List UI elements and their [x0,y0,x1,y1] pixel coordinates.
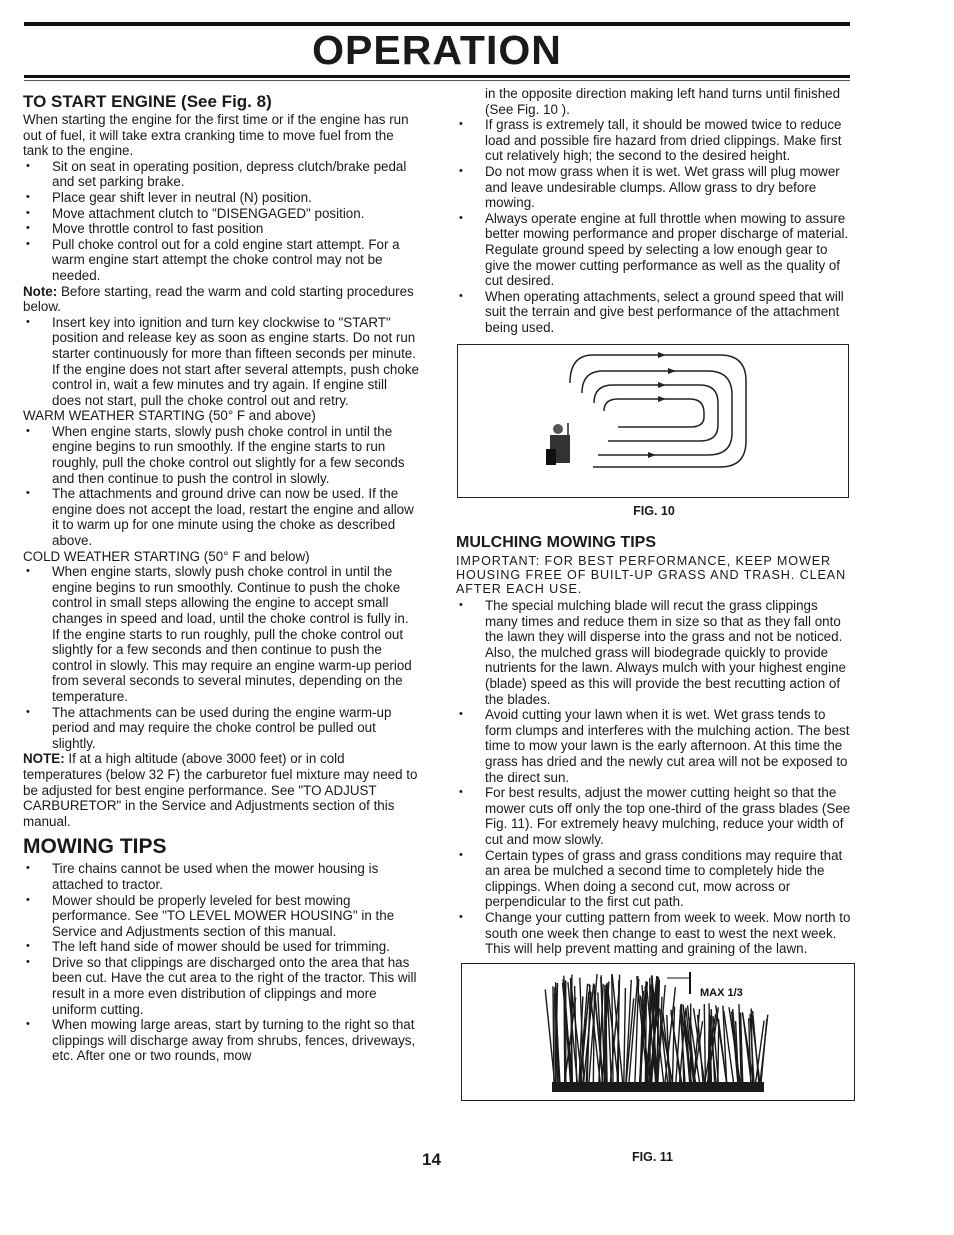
list-item: • Always operate engine at full throttle when mowing to assure better mowing performance and proper discharge of material. Regulate ground speed by selecting a low enough gear to give the mower cutting performance as well as the quality of cut desired. [456,211,852,289]
list-item: • Move attachment clutch to "DISENGAGED" position. [23,206,419,222]
continued-text: in the opposite direction making left hand turns until finished (See Fig. 10 ). [485,86,841,117]
grass-blade [733,1009,739,1084]
list-item: • Tire chains cannot be used when the mower housing is attached to tractor. [23,861,419,892]
grass-blade [729,1007,740,1084]
list-item: • Sit on seat in operating position, depress clutch/brake pedal and set parking brake. [23,159,419,190]
note-paragraph [23,284,419,315]
cold-steps-list [23,564,419,751]
mowing-tips-heading: MOWING TIPS [23,835,167,859]
page-title: OPERATION [312,27,562,73]
list-item: • Move throttle control to fast position [23,221,419,237]
warm-weather-heading: WARM WEATHER STARTING (50° F and above) [23,408,316,424]
mulching-tips-list [456,598,852,957]
list-item: • When engine starts, slowly push choke control in until the engine begins to run smoothly. If the engine starts to run roughly, pull the choke control out slightly for a few seconds and then continue to push the control in slowly. [23,424,419,486]
right-column [456,86,852,1101]
list-item: • Mower should be properly leveled for best mowing performance. See "TO LEVEL MOWER HOUSING" in the Service and Adjustments section of this manual. [23,893,419,940]
start-steps-list [23,159,419,284]
tractor-icon [546,424,570,465]
list-item: • The special mulching blade will recut the grass clippings many times and reduce them in size so that as they fall onto the lawn they will disperse into the grass and not be noticed. Also, the mulched grass will biodegrade quickly to provide nutrients for the lawn. Always mulch with your highest engine (blade) speed as this will provide the best recutting action of the blades. [456,598,852,707]
figure-10-mowing-pattern [457,344,849,498]
figure-11-caption: FIG. 11 [632,1150,673,1164]
list-item: • When mowing large areas, start by turning to the right so that clippings will discharge away from shrubs, fences, driveways, etc. After one or two rounds, mow [23,1017,419,1064]
mulching-heading: MULCHING MOWING TIPS [456,534,656,552]
list-item: • For best results, adjust the mower cutting height so that the mower cuts off only the top one-third of the grass blades (See Fig. 11). For extremely heavy mulching, reduce your width of cut and mow slowly. [456,785,852,847]
list-item: • Pull choke control out for a cold engine start attempt. For a warm engine start attempt the choke control may not be needed. [23,237,419,284]
start-engine-intro: When starting the engine for the first time or if the engine has run out of fuel, it will take extra cranking time to move fuel from the tank to the engine. [23,112,409,159]
left-column [23,92,419,1064]
start-engine-heading: TO START ENGINE (See Fig. 8) [23,92,272,111]
note-text: If at a high altitude (above 3000 feet) or in cold temperatures (below 32 F) the carburetor fuel mixture may need to be adjusted for best engine performance. See "TO ADJUST CARBURETOR" in the Service and Adjustments section of this manual. [23,751,418,829]
list-item: • Change your cutting pattern from week to week. Mow north to south one week then change to east to west the next week. This will help prevent matting and graining of the lawn. [456,910,852,957]
list-item: • Drive so that clippings are discharged onto the area that has been cut. Have the cut area to the right of the tractor. This will result in a more even distribution of clippings and more uniform cutting. [23,955,419,1017]
key-step-list [23,315,419,409]
list-item: • Certain types of grass and grass conditions may require that an area be mulched a second time to completely hide the clippings. When doing a second cut, mow across or perpendicular to the first cut path. [456,848,852,910]
list-item: • If grass is extremely tall, it should be mowed twice to reduce load and possible fire hazard from dried clippings. Make first cut relatively high; the second to the desired height. [456,117,852,164]
note-label: NOTE: [23,751,65,767]
list-item: • Place gear shift lever in neutral (N) position. [23,190,419,206]
list-item: • The attachments can be used during the engine warm-up period and may require the choke control be pulled out slightly. [23,705,419,752]
list-item: • When engine starts, slowly push choke control in until the engine begins to run smoothly. Continue to push the choke control in small steps allowing the engine to accept small changes in speed and load, until the choke control is fully in. If the engine starts to run roughly, pull the choke control out slightly for a few seconds and then continue to push the control in slowly. This may require an engine warm-up period from several seconds to several minutes, depending on the temperature. [23,564,419,704]
list-item: • The attachments and ground drive can now be used. If the engine does not accept the load, restart the engine and allow it to warm up for one minute using the choke as described above. [23,486,419,548]
grass-blade [704,1004,705,1084]
grass-blade [618,980,619,1084]
header-rule-bottom [24,75,850,78]
figure-10-caption: FIG. 10 [633,503,675,518]
grass-blade [624,988,626,1084]
grass-illustration [462,964,854,1100]
note-paragraph-altitude [23,751,419,829]
important-notice: IMPORTANT: FOR BEST PERFORMANCE, KEEP MOWER HOUSING FREE OF BUILT-UP GRASS AND TRASH. CLEAN AFTER EACH USE. [456,554,847,597]
arrowheads [648,352,676,458]
warm-steps-list [23,424,419,549]
list-item: • Do not mow grass when it is wet. Wet grass will plug mower and leave undesirable clumps. Allow grass to dry before mowing. [456,164,852,211]
max-third-label: MAX 1/3 [700,986,743,999]
list-item: • Insert key into ignition and turn key clockwise to "START" position and release key as soon as engine starts. Do not run starter continuously for more than fifteen seconds per minute. If the engine does not start after several attempts, push choke control in, wait a few minutes and try again. If engine still does not start, pull the choke control out and retry. [23,315,419,409]
mowing-pattern-illustration [458,345,848,497]
list-item: • The left hand side of mower should be used for trimming. [23,939,419,955]
note-text: Before starting, read the warm and cold starting procedures below. [23,283,414,315]
mowing-tips-list [23,861,419,1064]
list-item: • Avoid cutting your lawn when it is wet. Wet grass tends to form clumps and interferes with the mulching action. The best time to mow your lawn is the early afternoon. At this time the grass has dried and the newly cut area will not be exposed to the direct sun. [456,707,852,785]
right-tips-list [456,117,852,335]
header-rule-thin [24,80,850,81]
grass-blade [761,1019,767,1084]
figure-11-grass-height [461,963,855,1101]
page-number: 14 [422,1150,441,1169]
list-item: • When operating attachments, select a ground speed that will suit the terrain and give best performance of the attachment being used. [456,289,852,336]
note-label: Note: [23,283,58,299]
cold-weather-heading: COLD WEATHER STARTING (50° F and below) [23,548,310,564]
